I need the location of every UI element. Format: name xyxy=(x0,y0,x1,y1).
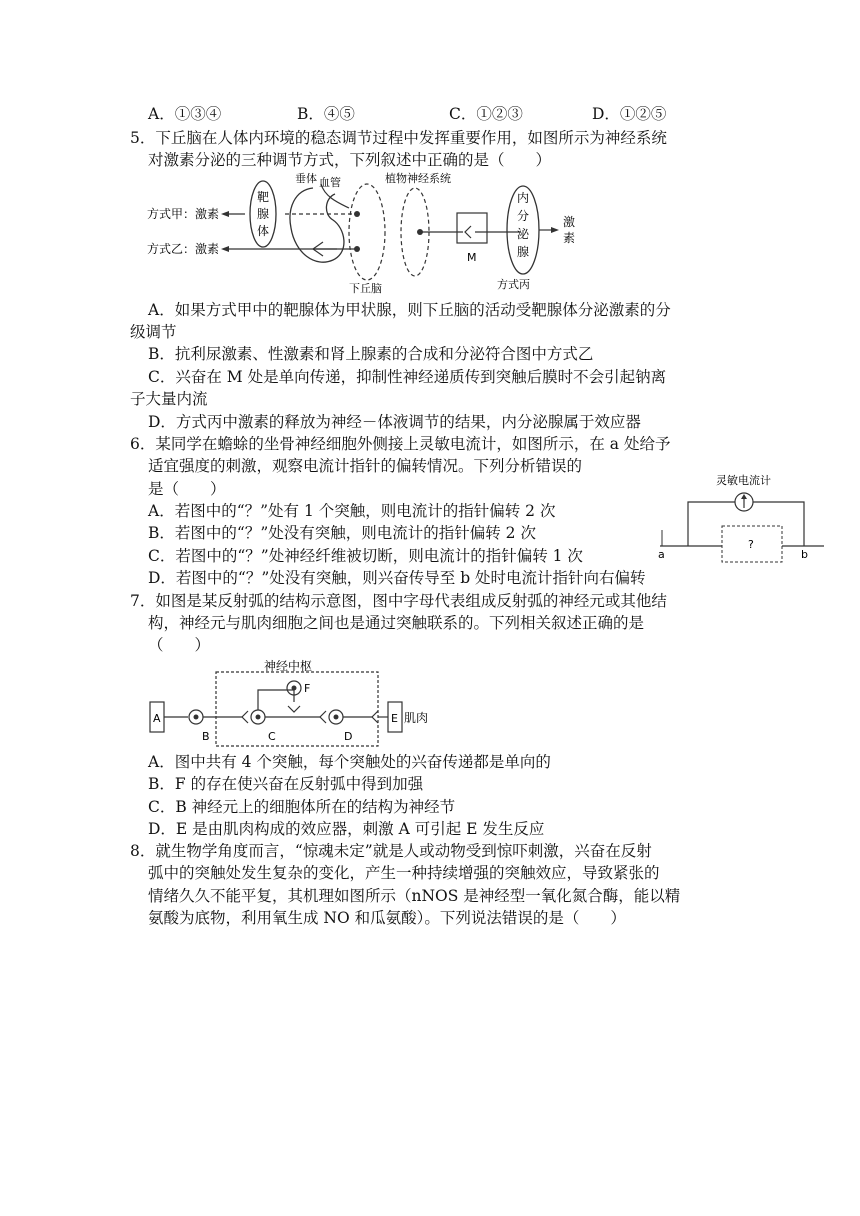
endocrine-char-1: 内 xyxy=(517,191,530,205)
q8-stem-2: 弧中的突触处发生复杂的变化，产生一种持续增强的突触效应，导致紧张的 xyxy=(148,864,660,882)
label-c: C xyxy=(268,730,276,743)
target-gland-char-1: 靶 xyxy=(257,190,270,204)
q4-option-d: D．①②⑤ xyxy=(592,105,667,123)
q6-option-a: A．若图中的“？”处有 1 个突触，则电流计的指针偏转 2 次 xyxy=(148,502,556,520)
q7-option-b: B．F 的存在使兴奋在反射弧中得到加强 xyxy=(148,775,424,793)
pituitary-shape xyxy=(290,188,344,262)
nerve-center-label: 神经中枢 xyxy=(264,659,313,673)
q5-option-c-1: C．兴奋在 M 处是单向传递，抑制性神经递质传到突触后膜时不会引起钠离 xyxy=(148,368,667,386)
q7-figure xyxy=(148,658,428,750)
q6-option-c: C．若图中的“？”处神经纤维被切断，则电流计的指针偏转 1 次 xyxy=(148,547,583,565)
q8-stem-1: 8．就生物学角度而言，“惊魂未定”就是人或动物受到惊吓刺激，兴奋在反射 xyxy=(130,842,652,860)
galvanometer-label: 灵敏电流计 xyxy=(716,474,771,487)
q5-option-d: D．方式丙中激素的释放为神经－体液调节的结果，内分泌腺属于效应器 xyxy=(148,413,641,431)
label-d: D xyxy=(344,730,353,743)
autonomic-label: 植物神经系统 xyxy=(385,172,451,185)
label-f: F xyxy=(304,682,311,695)
q6-option-d: D．若图中的“？”处没有突触，则兴奋传导至 b 处时电流计指针向右偏转 xyxy=(148,569,646,587)
q6-stem-2: 适宜强度的刺激，观察电流计指针的偏转情况。下列分析错误的 xyxy=(148,457,583,475)
hypothalamus-shape xyxy=(349,184,385,280)
target-gland-char-3: 体 xyxy=(257,224,270,238)
unknown-mark: ? xyxy=(748,538,754,551)
q7-stem-2: 构，神经元与肌肉细胞之间也是通过突触联系的。下列相关叙述正确的是 xyxy=(148,614,645,632)
label-e: E xyxy=(391,712,398,725)
q4-option-c: C．①②③ xyxy=(449,105,523,123)
target-gland-char-2: 腺 xyxy=(257,207,270,221)
q5-stem-1: 5．下丘脑在人体内环境的稳态调节过程中发挥重要作用，如图所示为神经系统 xyxy=(130,129,667,147)
mode-yi-label: 方式乙：激素 xyxy=(147,242,220,256)
endocrine-char-3: 泌 xyxy=(517,227,530,241)
hypothalamus-label: 下丘脑 xyxy=(349,282,382,295)
endocrine-char-4: 腺 xyxy=(517,245,530,259)
q5-figure xyxy=(145,168,605,296)
q8-stem-3: 情绪久久不能平复，其机理如图所示（nNOS 是神经型一氧化氮合酶，能以精 xyxy=(148,887,681,905)
m-box xyxy=(457,213,487,243)
q5-option-c-2: 子大量内流 xyxy=(130,390,208,408)
q5-stem-2: 对激素分泌的三种调节方式，下列叙述中正确的是（ ） xyxy=(148,151,552,169)
pituitary-label: 垂体 xyxy=(295,172,317,185)
q7-option-d: D．E 是由肌肉构成的效应器，刺激 A 可引起 E 发生反应 xyxy=(148,820,545,838)
label-a: A xyxy=(153,712,161,725)
point-a-label: a xyxy=(658,548,665,561)
q4-option-b: B．④⑤ xyxy=(297,105,355,123)
label-b: B xyxy=(202,730,210,743)
mode-bing-label: 方式丙 xyxy=(497,278,530,291)
mode-jia-label: 方式甲：激素 xyxy=(147,207,220,221)
muscle-label: 肌肉 xyxy=(404,711,428,725)
q6-stem-1: 6．某同学在蟾蜍的坐骨神经细胞外侧接上灵敏电流计，如图所示，在 a 处给予 xyxy=(130,435,671,453)
q5-option-b: B．抗利尿激素、性激素和肾上腺素的合成和分泌符合图中方式乙 xyxy=(148,345,594,363)
q7-stem-3: （ ） xyxy=(148,636,211,654)
q6-option-b: B．若图中的“？”处没有突触，则电流计的指针偏转 2 次 xyxy=(148,524,536,542)
q7-option-a: A．图中共有 4 个突触，每个突触处的兴奋传递都是单向的 xyxy=(148,753,551,771)
hormone-char-1: 激 xyxy=(563,215,576,229)
q6-figure xyxy=(656,470,828,570)
point-b-label: b xyxy=(801,548,808,561)
vessel-label: 血管 xyxy=(319,176,341,189)
q4-option-a: A．①③④ xyxy=(148,105,222,123)
m-label: M xyxy=(467,251,477,264)
q5-option-a-1: A．如果方式甲中的靶腺体为甲状腺，则下丘脑的活动受靶腺体分泌激素的分 xyxy=(148,301,671,319)
q5-option-a-2: 级调节 xyxy=(130,323,177,341)
q8-stem-4: 氨酸为底物，利用氧生成 NO 和瓜氨酸）。下列说法错误的是（ ） xyxy=(148,909,626,927)
q7-option-c: C．B 神经元上的细胞体所在的结构为神经节 xyxy=(148,798,456,816)
endocrine-char-2: 分 xyxy=(517,209,530,223)
hormone-char-2: 素 xyxy=(563,231,576,245)
q7-stem-1: 7．如图是某反射弧的结构示意图，图中字母代表组成反射弧的神经元或其他结 xyxy=(130,592,667,610)
q6-stem-3: 是（ ） xyxy=(148,480,226,498)
